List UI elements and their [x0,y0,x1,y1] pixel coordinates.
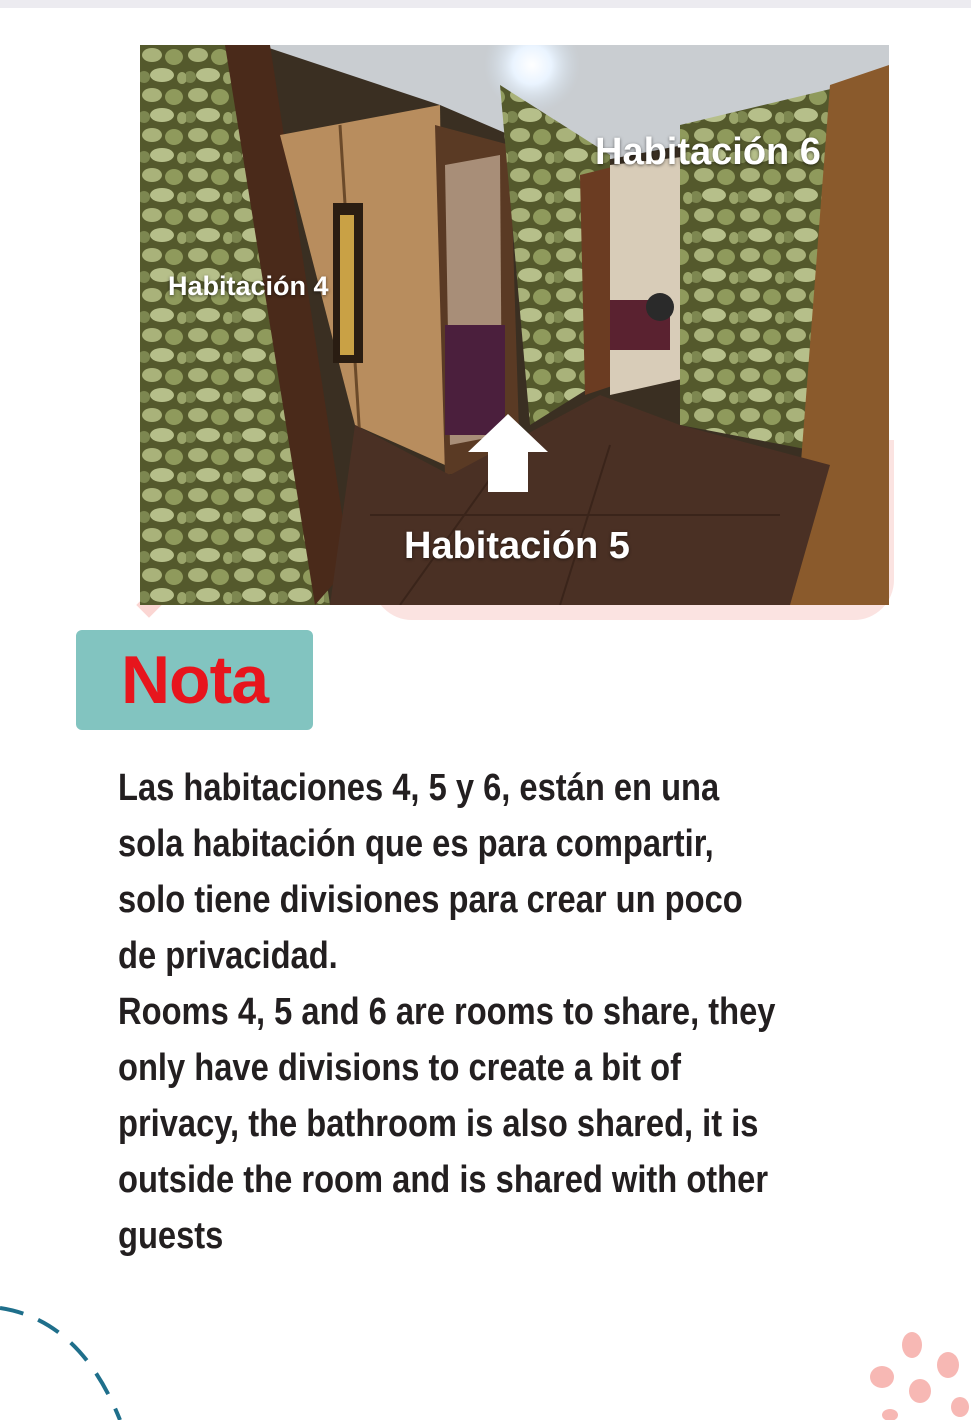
room-6-label: Habitación 6 [595,131,821,173]
note-line: de privacidad. [118,935,338,977]
top-strip [0,0,971,8]
note-body [118,760,806,1264]
note-line: outside the room and is shared with other [118,1159,769,1201]
note-line: privacy, the bathroom is also shared, it is [118,1103,759,1145]
arrow-up-icon [466,410,550,494]
room-photo [140,45,889,605]
decorative-pink-dots [860,1325,971,1420]
room-photo-illustration [140,45,889,605]
note-title-box [76,630,313,730]
note-line: solo tiene divisiones para crear un poco [118,879,743,921]
note-line: Rooms 4, 5 and 6 are rooms to share, they [118,991,776,1033]
note-line: guests [118,1215,224,1257]
note-line: sola habitación que es para compartir, [118,823,714,865]
note-line: Las habitaciones 4, 5 y 6, están en una [118,767,720,809]
note-title: Nota [120,642,269,718]
room-4-label: Habitación 4 [168,271,329,301]
room-5-label: Habitación 5 [404,525,630,567]
note-line: only have divisions to create a bit of [118,1047,681,1089]
decorative-dashed-arc [0,1290,140,1420]
